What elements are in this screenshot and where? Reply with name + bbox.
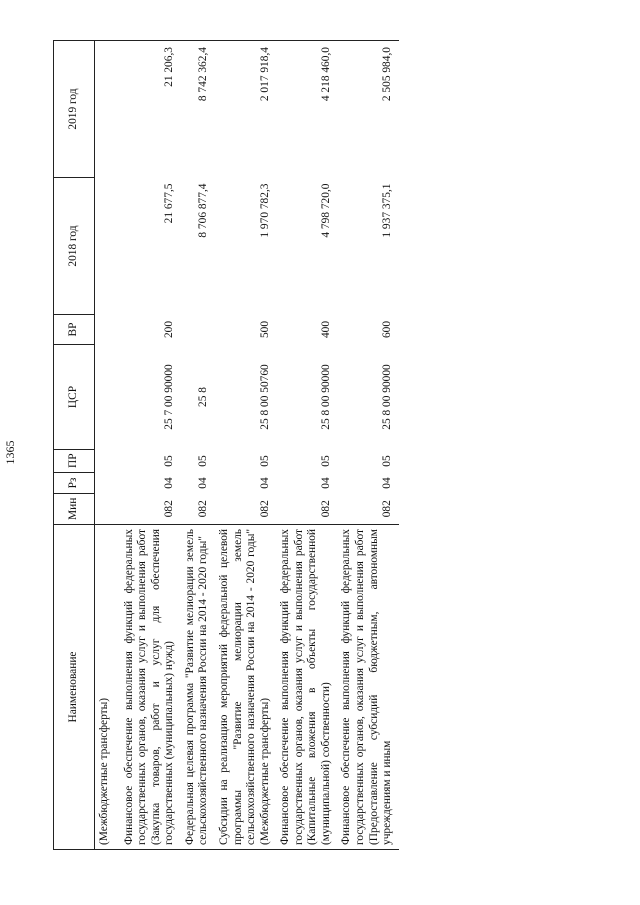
header-min: Мин [54, 494, 95, 525]
row-min [95, 494, 120, 525]
row-rz: 04 [258, 477, 271, 489]
page-number: 1365 [3, 440, 17, 465]
row-vr: 400 [319, 320, 332, 339]
row-name: Федеральная целевая программа "Развитие мелиорации земель сельскохозяйственного назначения России на 2014 - 2020 годы" [181, 525, 215, 850]
row-2018: 8 706 877,4 [197, 183, 210, 238]
row-min: 082 [381, 500, 394, 518]
header-rz: Рз [54, 473, 95, 494]
row-min: 082 [163, 500, 176, 518]
row-csr: 25 8 [197, 387, 210, 407]
row-vr: 200 [163, 320, 176, 339]
row-pr: 05 [381, 455, 394, 467]
row-min: 082 [197, 500, 210, 518]
row-pr: 05 [319, 455, 332, 467]
row-csr: 25 8 00 50760 [258, 364, 271, 430]
row-name: Финансовое обеспечение выполнения функций федеральных государственных органов, оказания услуг и выполнения работ (Предоставление субсидий бюджетным, автономным учреждениям и иным [337, 525, 398, 850]
row-2019: 4 218 460,0 [276, 41, 337, 178]
row-pr: 05 [258, 455, 271, 467]
row-rz: 04 [381, 477, 394, 489]
row-pr: 05 [197, 455, 210, 467]
row-name: Финансовое обеспечение выполнения функций федеральных государственных органов, оказания услуг и выполнения работ (Закупка товаров, работ и услуг для обеспечения государственных (муниципальных) нужд) [120, 525, 181, 850]
table-row [215, 41, 276, 850]
row-vr [181, 315, 215, 345]
row-csr: 25 8 00 90000 [319, 364, 332, 430]
row-2019: 2 505 984,0 [337, 41, 398, 178]
table-header-row [54, 41, 95, 850]
row-pr: 05 [163, 455, 176, 467]
row-name: Финансовое обеспечение выполнения функций федеральных государственных органов, оказания услуг и выполнения работ (Капитальные вложения в объекты государственной (муниципальной) собственности) [276, 525, 337, 850]
row-2018 [95, 178, 120, 315]
header-csr: ЦСР [54, 345, 95, 450]
row-2019: 8 742 362,4 [181, 41, 215, 178]
header-2019: 2019 год [54, 41, 95, 178]
row-min: 082 [319, 500, 332, 518]
row-csr [95, 345, 120, 450]
table-row [276, 41, 337, 850]
header-vr: ВР [54, 315, 95, 345]
row-2019: 2 017 918,4 [215, 41, 276, 178]
row-name: Субсидии на реализацию мероприятий федеральной целевой программы "Развитие мелиорации земель сельскохозяйственного назначения России на 2014 - 2020 годы" (Межбюджетные трансферты) [215, 525, 276, 850]
row-pr [95, 450, 120, 473]
budget-table [53, 40, 399, 850]
header-pr: ПР [54, 450, 95, 473]
row-vr: 600 [381, 320, 394, 339]
header-name: Наименование [54, 525, 95, 850]
row-rz: 04 [163, 477, 176, 489]
table-row [337, 41, 398, 850]
row-2018: 4 798 720,0 [319, 183, 332, 238]
row-min: 082 [258, 500, 271, 518]
row-vr [95, 315, 120, 345]
row-2019 [95, 41, 120, 178]
row-name: (Межбюджетные трансферты) [95, 525, 120, 850]
row-rz: 04 [319, 477, 332, 489]
table-row [120, 41, 181, 850]
row-rz: 04 [197, 477, 210, 489]
row-2018: 21 677,5 [163, 183, 176, 224]
row-rz [95, 473, 120, 494]
header-2018: 2018 год [54, 178, 95, 315]
row-csr: 25 7 00 90000 [163, 364, 176, 430]
row-2018: 1 937 375,1 [381, 183, 394, 238]
row-2019: 21 206,3 [120, 41, 181, 178]
row-2018: 1 970 782,3 [258, 183, 271, 238]
table-row [181, 41, 215, 850]
row-vr: 500 [258, 320, 271, 339]
row-csr: 25 8 00 90000 [381, 364, 394, 430]
table-row [95, 41, 120, 850]
